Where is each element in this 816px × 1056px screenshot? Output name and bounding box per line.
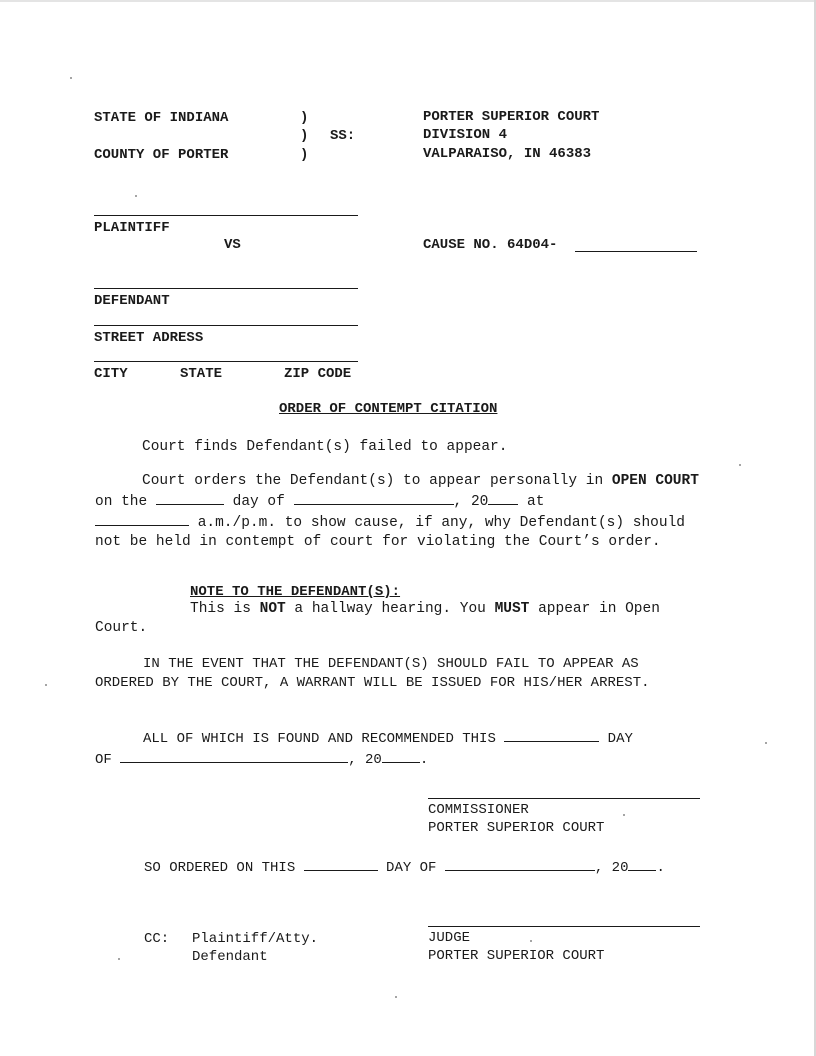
cc-plaintiff: Plaintiff/Atty.: [192, 931, 319, 947]
note-paragraph: [95, 600, 695, 638]
recommendation-paragraph: [95, 728, 700, 770]
scan-speck: [70, 77, 72, 79]
scan-speck: [118, 958, 120, 960]
found-day-blank[interactable]: [504, 728, 599, 742]
ordered-day-blank[interactable]: [304, 857, 378, 871]
failed-to-appear-text: Court finds Defendant(s) failed to appear.: [142, 439, 508, 455]
scan-speck: [395, 996, 397, 998]
found-text-1: ALL OF WHICH IS FOUND AND RECOMMENDED THIS: [143, 731, 505, 747]
city-state-zip-line: [94, 361, 358, 362]
scan-speck: [135, 195, 137, 197]
ordered-20: , 20: [594, 860, 629, 876]
scan-speck: [765, 742, 767, 744]
state-label: STATE: [180, 366, 223, 382]
ordered-period: .: [656, 860, 665, 876]
cc-label: CC:: [144, 931, 170, 947]
commissioner-title: COMMISSIONER: [428, 802, 529, 818]
cc-defendant: Defendant: [192, 949, 268, 965]
ordered-text-1: SO ORDERED ON THIS: [144, 860, 304, 876]
order-text-on-the: on the: [95, 494, 156, 510]
day-blank[interactable]: [156, 491, 224, 505]
judge-court: PORTER SUPERIOR COURT: [428, 948, 605, 964]
court-name: PORTER SUPERIOR COURT: [423, 109, 600, 125]
state-of-indiana: STATE OF INDIANA: [94, 110, 229, 126]
paren-1: ): [300, 110, 309, 126]
street-line: [94, 325, 358, 326]
plaintiff-label: PLAINTIFF: [94, 220, 170, 236]
open-court-emphasis: OPEN COURT: [611, 473, 699, 489]
scan-speck: [45, 684, 47, 686]
ordered-month-blank[interactable]: [445, 857, 595, 871]
judge-signature-line[interactable]: [428, 926, 700, 927]
order-text-at: at: [518, 494, 545, 510]
defendant-label: DEFENDANT: [94, 293, 170, 309]
warrant-warning-paragraph: IN THE EVENT THAT THE DEFENDANT(S) SHOULD FAIL TO APPEAR AS ORDERED BY THE COURT, A WARRANT WILL BE ISSUED FOR HIS/HER ARREST.: [95, 656, 650, 691]
note-text-3: appear in Open Court.: [95, 601, 660, 636]
ss-label: SS:: [330, 128, 356, 144]
note-heading: NOTE TO THE DEFENDANT(S):: [190, 584, 401, 600]
judge-title: JUDGE: [428, 930, 471, 946]
vs-label: VS: [224, 237, 241, 253]
not-emphasis: NOT: [259, 601, 286, 617]
cause-no-line: [575, 251, 697, 252]
court-city: VALPARAISO, IN 46383: [423, 146, 592, 162]
order-text-1: Court orders the Defendant(s) to appear personally in: [142, 473, 612, 489]
order-text-20: , 20: [453, 494, 489, 510]
found-year-blank[interactable]: [382, 749, 420, 763]
time-blank[interactable]: [95, 512, 189, 526]
county-of-porter: COUNTY OF PORTER: [94, 147, 229, 163]
found-of-label: OF: [95, 752, 121, 768]
note-text-1: This is: [190, 601, 260, 617]
note-text-2: a hallway hearing. You: [285, 601, 495, 617]
month-blank[interactable]: [294, 491, 454, 505]
year-blank[interactable]: [488, 491, 518, 505]
order-text-day-of: day of: [223, 494, 294, 510]
ordered-year-blank[interactable]: [628, 857, 656, 871]
found-period: .: [419, 752, 429, 768]
commissioner-court: PORTER SUPERIOR COURT: [428, 820, 605, 836]
appearance-order-paragraph: [95, 472, 700, 552]
must-emphasis: MUST: [494, 601, 530, 617]
ordered-day-of: DAY OF: [377, 860, 445, 876]
scan-speck: [739, 464, 741, 466]
street-address-label: STREET ADRESS: [94, 330, 204, 346]
scan-speck: [530, 940, 532, 942]
found-20-label: , 20: [348, 752, 382, 768]
paren-2: ): [300, 128, 309, 144]
paren-3: ): [300, 147, 309, 163]
document-title: ORDER OF CONTEMPT CITATION: [279, 401, 498, 417]
scan-edge-top: [0, 0, 816, 2]
cause-no-label: CAUSE NO. 64D04-: [423, 237, 558, 253]
defendant-line: [94, 288, 358, 289]
found-month-blank[interactable]: [120, 749, 348, 763]
plaintiff-line: [94, 215, 358, 216]
so-ordered-line: [144, 857, 665, 876]
scan-speck: [623, 814, 625, 816]
commissioner-signature-line[interactable]: [428, 798, 700, 799]
city-label: CITY: [94, 366, 128, 382]
found-day-label: DAY: [599, 731, 633, 747]
zip-label: ZIP CODE: [284, 366, 352, 382]
court-division: DIVISION 4: [423, 127, 508, 143]
order-text-ampm: a.m./p.m. to show cause, if any, why Defendant(s) should not be held in contempt of court for violating the Court’s order.: [95, 515, 685, 550]
